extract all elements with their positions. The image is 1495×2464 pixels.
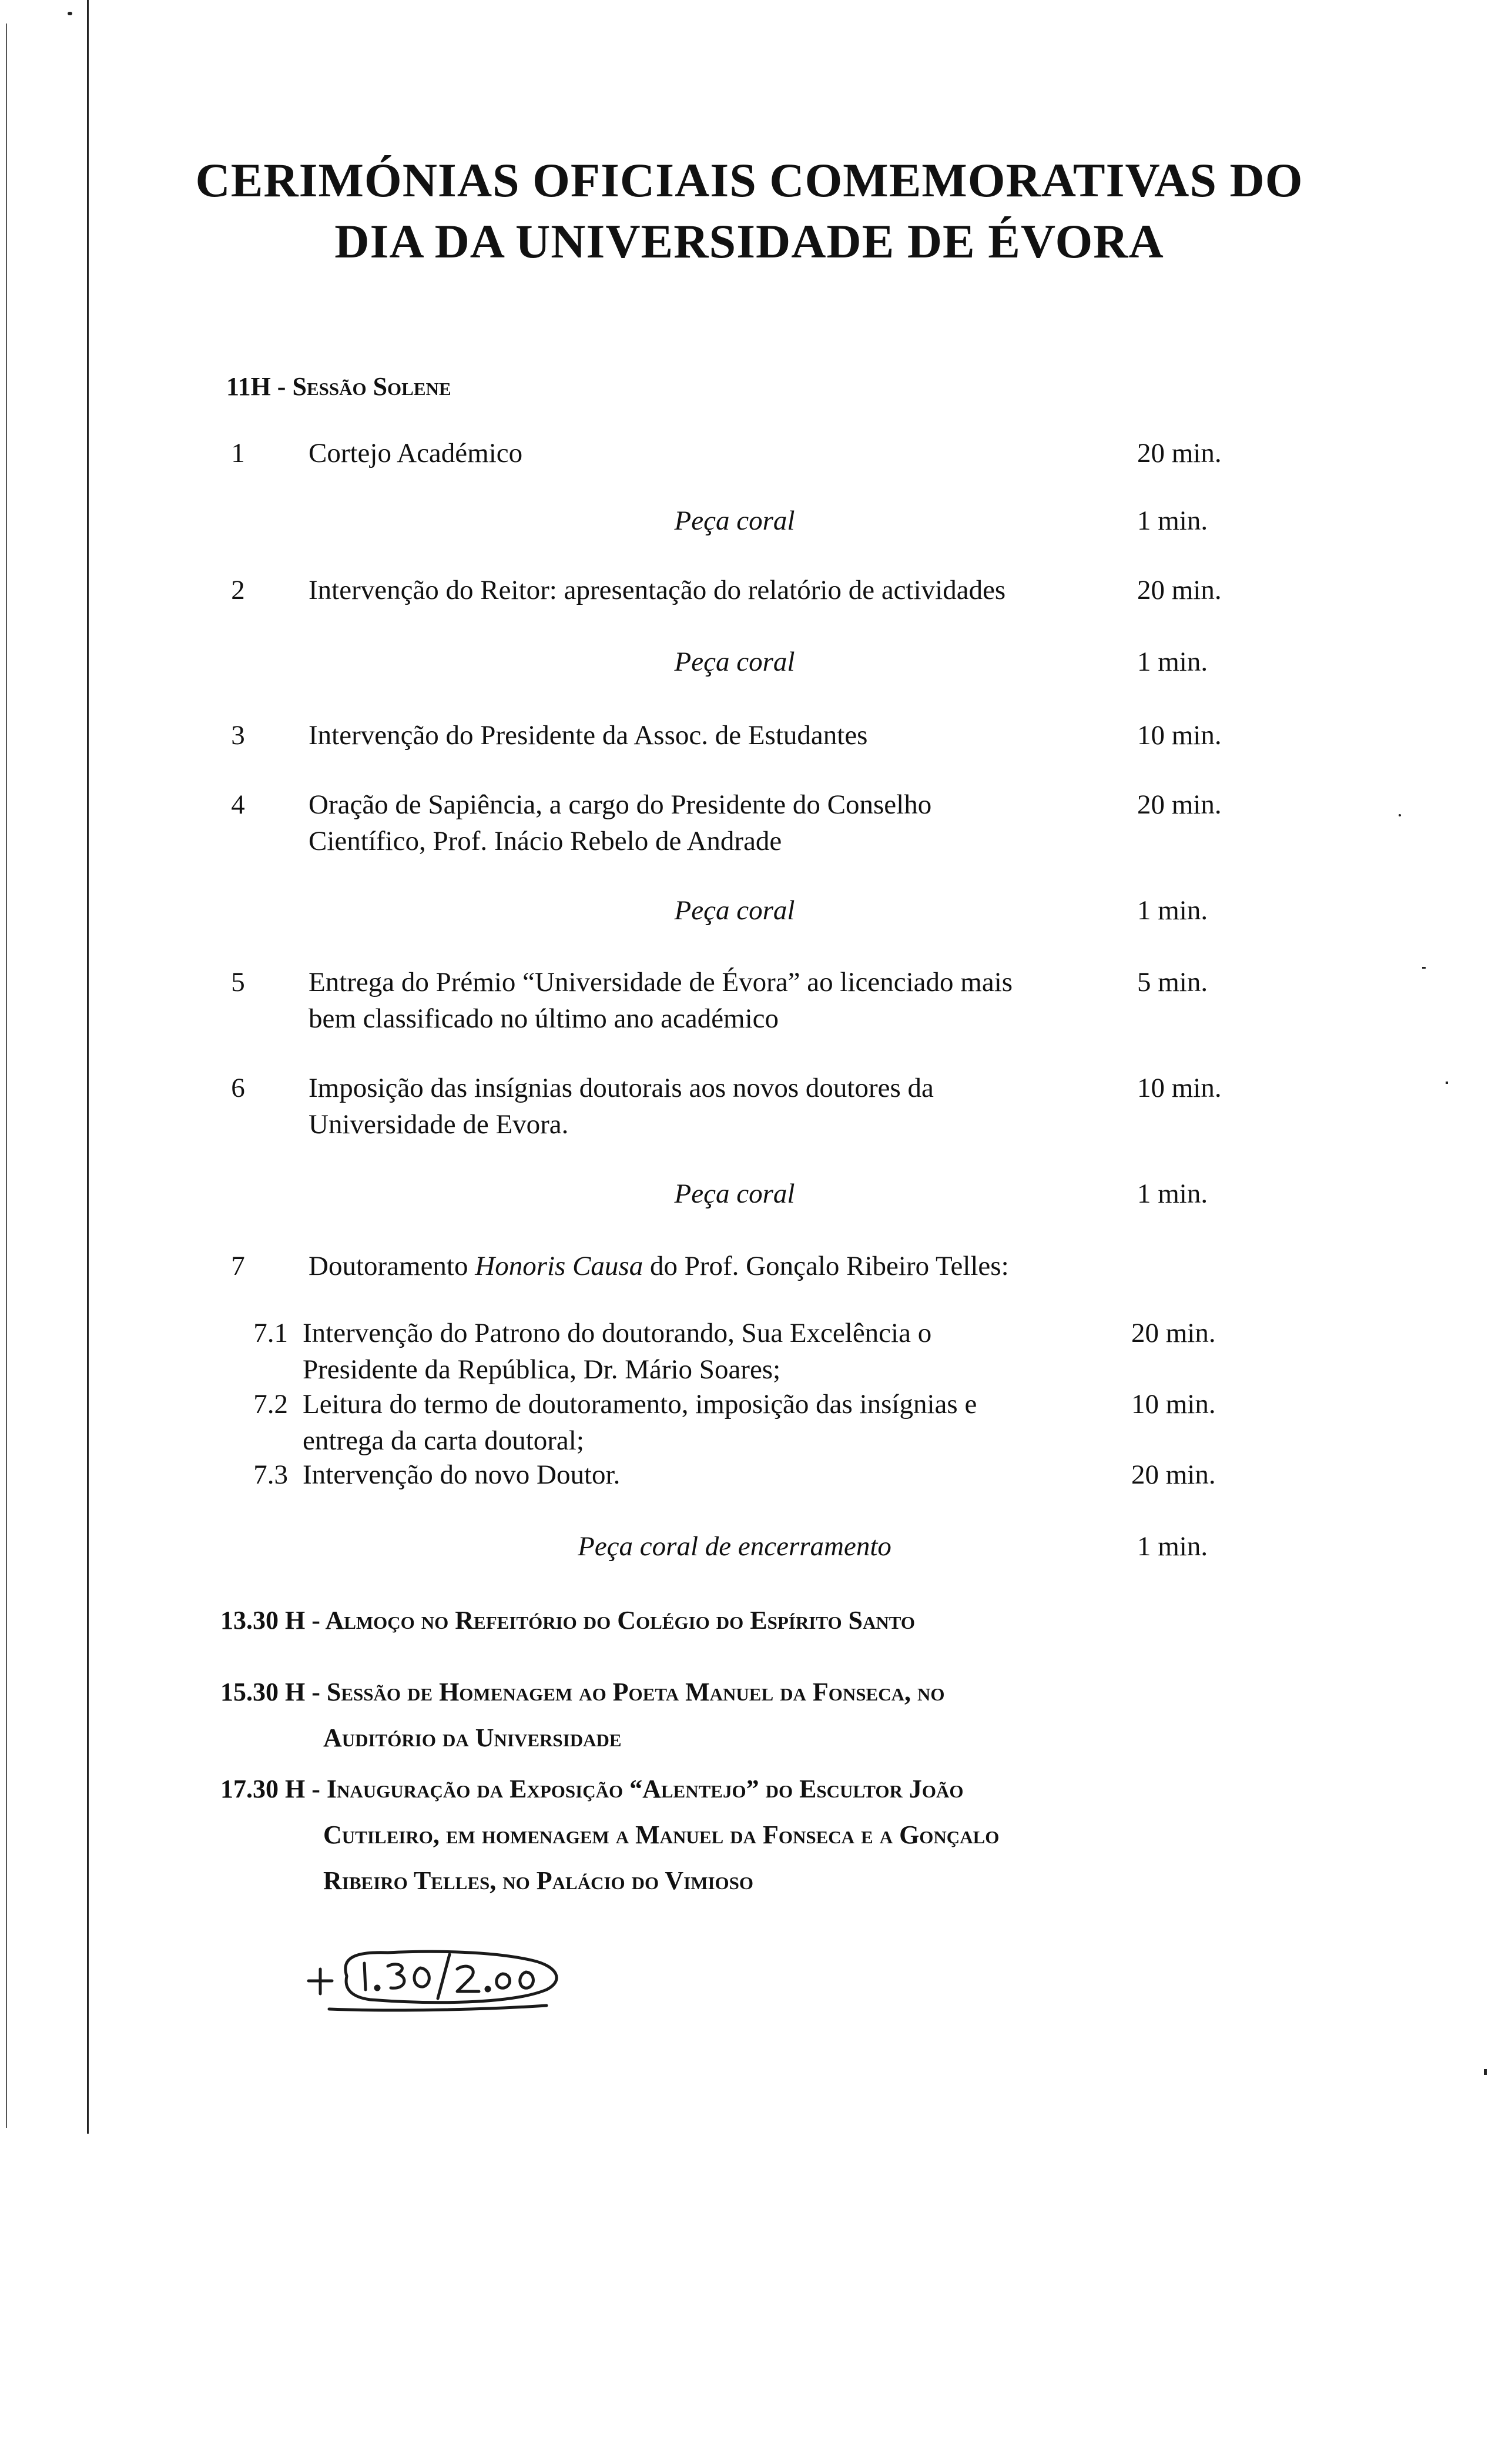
scan-speck bbox=[1446, 1082, 1448, 1084]
item-number: 4 bbox=[231, 789, 245, 820]
item-duration: 20 min. bbox=[1137, 575, 1222, 605]
item-text bbox=[309, 786, 1096, 859]
event-exhibition bbox=[220, 1766, 1278, 1904]
event-text-line-2: Cutileiro, em homenagem a Manuel da Fonseca e a Gonçalo bbox=[323, 1820, 1000, 1849]
item-text-line-1: Entrega do Prémio “Universidade de Évora” ao licenciado mais bbox=[309, 967, 1013, 997]
item-duration: 1 min. bbox=[1137, 1179, 1208, 1209]
event-text-line-1: Sessão de Homenagem ao Poeta Manuel da Fonseca, no bbox=[326, 1678, 945, 1706]
subitem-text-line-1: Leitura do termo de doutoramento, imposição das insígnias e bbox=[303, 1389, 977, 1420]
subitem-duration: 20 min. bbox=[1131, 1459, 1216, 1490]
item-number: 1 bbox=[231, 438, 245, 468]
item-text-line-1: Oração de Sapiência, a cargo do Presidente do Conselho bbox=[309, 789, 932, 820]
item-duration: 20 min. bbox=[1137, 789, 1222, 820]
item-text-line-2: Universidade de Evora. bbox=[309, 1109, 569, 1140]
subitem-text bbox=[303, 1315, 1090, 1388]
coral-text: Peça coral bbox=[674, 895, 795, 926]
event-text-line-1: Almoço no Refeitório do Colégio do Espírito Santo bbox=[325, 1606, 916, 1635]
event-homage bbox=[220, 1669, 1278, 1761]
session-heading: 11H - Sessão Solene bbox=[226, 372, 451, 401]
event-text-line-3: Ribeiro Telles, no Palácio do Vimioso bbox=[323, 1866, 753, 1895]
handwritten-note bbox=[300, 1940, 582, 2016]
item-text: Cortejo Académico bbox=[309, 438, 523, 468]
item-text bbox=[309, 1070, 1096, 1143]
scan-edge-line bbox=[87, 0, 89, 2134]
closing-coral-duration: 1 min. bbox=[1137, 1531, 1208, 1562]
scan-speck bbox=[1484, 2069, 1487, 2075]
scan-edge-line-inner bbox=[6, 24, 7, 2128]
coral-text: Peça coral bbox=[674, 1179, 795, 1209]
item-duration: 20 min. bbox=[1137, 438, 1222, 468]
event-text-line-1: Inauguração da Exposição “Alentejo” do Escultor João bbox=[326, 1775, 964, 1803]
subitem-text: Intervenção do novo Doutor. bbox=[303, 1459, 621, 1490]
event-time: 15.30 H - bbox=[220, 1678, 327, 1706]
item-text-post: do Prof. Gonçalo Ribeiro Telles: bbox=[643, 1251, 1009, 1281]
item-text-line-2: Científico, Prof. Inácio Rebelo de Andrade bbox=[309, 826, 782, 856]
item-number: 5 bbox=[231, 967, 245, 997]
subitem-text bbox=[303, 1386, 1090, 1459]
event-time: 13.30 H - bbox=[220, 1606, 326, 1635]
item-text-pre: Doutoramento bbox=[309, 1251, 475, 1281]
subitem-duration: 10 min. bbox=[1131, 1389, 1216, 1420]
item-duration: 10 min. bbox=[1137, 1073, 1222, 1103]
item-duration: 1 min. bbox=[1137, 505, 1208, 536]
title-line-2: DIA DA UNIVERSIDADE DE ÉVORA bbox=[334, 215, 1164, 268]
subitem-number: 7.1 bbox=[253, 1318, 288, 1348]
item-text-line-1: Imposição das insígnias doutorais aos novos doutores da bbox=[309, 1073, 934, 1103]
item-duration: 10 min. bbox=[1137, 720, 1222, 751]
item-duration: 1 min. bbox=[1137, 647, 1208, 677]
item-text-italic: Honoris Causa bbox=[475, 1251, 643, 1281]
event-time: 17.30 H - bbox=[220, 1775, 327, 1803]
item-number: 7 bbox=[231, 1251, 245, 1281]
event-lunch bbox=[220, 1598, 1278, 1643]
item-text bbox=[309, 964, 1096, 1037]
item-number: 3 bbox=[231, 720, 245, 751]
item-number: 6 bbox=[231, 1073, 245, 1103]
item-number: 2 bbox=[231, 575, 245, 605]
item-text: Intervenção do Reitor: apresentação do relatório de actividades bbox=[309, 575, 1006, 605]
subitem-text-line-2: entrega da carta doutoral; bbox=[303, 1425, 584, 1456]
scan-speck bbox=[1399, 814, 1401, 816]
subitem-text-line-1: Intervenção do Patrono do doutorando, Sua Excelência o bbox=[303, 1318, 932, 1348]
scan-speck bbox=[68, 12, 72, 15]
coral-text: Peça coral bbox=[674, 505, 795, 536]
item-duration: 1 min. bbox=[1137, 895, 1208, 926]
item-text bbox=[309, 1248, 1096, 1284]
coral-text: Peça coral bbox=[674, 647, 795, 677]
item-text-line-2: bem classificado no último ano académico bbox=[309, 1003, 779, 1034]
event-text-line-2: Auditório da Universidade bbox=[323, 1723, 622, 1752]
item-duration: 5 min. bbox=[1137, 967, 1208, 997]
scan-speck bbox=[1422, 967, 1426, 969]
item-text: Intervenção do Presidente da Assoc. de Estudantes bbox=[309, 720, 868, 751]
subitem-duration: 20 min. bbox=[1131, 1318, 1216, 1348]
title-line-1: CERIMÓNIAS OFICIAIS COMEMORATIVAS DO bbox=[195, 153, 1303, 207]
subitem-number: 7.3 bbox=[253, 1459, 288, 1490]
document-title bbox=[176, 150, 1322, 272]
subitem-text-line-2: Presidente da República, Dr. Mário Soares; bbox=[303, 1354, 781, 1385]
subitem-number: 7.2 bbox=[253, 1389, 288, 1420]
closing-coral-text: Peça coral de encerramento bbox=[578, 1531, 891, 1562]
